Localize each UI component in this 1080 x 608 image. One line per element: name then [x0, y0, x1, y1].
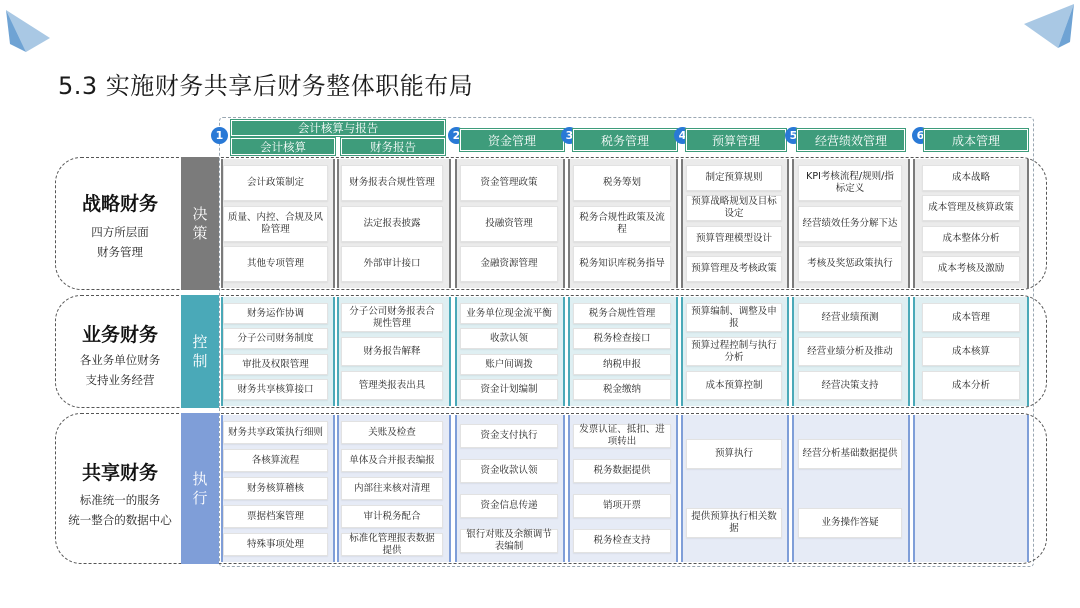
cell-strategy-funds-2: 金融资源管理 — [460, 246, 558, 282]
cell-shared-funds-2: 资金信息传递 — [460, 494, 558, 518]
cell-business-cost-0: 成本管理 — [922, 303, 1020, 332]
cell-strategy-budget-1: 预算战略规划及目标设定 — [686, 195, 782, 221]
cell-business-tax-1: 税务检查接口 — [573, 328, 671, 349]
cell-business-accounting-1: 分子公司财务制度 — [223, 328, 328, 349]
column-number-1: 1 — [211, 127, 228, 144]
cell-strategy-cost-2: 成本整体分析 — [922, 226, 1020, 252]
cell-strategy-cost-1: 成本管理及核算政策 — [922, 195, 1020, 221]
cell-shared-reporting-4: 标准化管理报表数据提供 — [341, 533, 443, 556]
row-subtitle-shared-2: 统一整合的数据中心 — [68, 513, 172, 527]
cell-shared-reporting-3: 审计税务配合 — [341, 505, 443, 528]
tag-execute: 执行 — [181, 413, 219, 564]
cell-shared-budget-0: 预算执行 — [686, 439, 782, 469]
cell-shared-reporting-2: 内部往来核对清理 — [341, 477, 443, 500]
cell-strategy-funds-0: 资金管理政策 — [460, 165, 558, 201]
cell-strategy-accounting-1: 质量、内控、合规及风险管理 — [223, 206, 328, 242]
row-subtitle-strategy-2: 财务管理 — [97, 245, 143, 259]
cell-business-accounting-0: 财务运作协调 — [223, 303, 328, 324]
cell-strategy-budget-3: 预算管理及考核政策 — [686, 256, 782, 282]
tag-control: 控制 — [181, 295, 219, 408]
cell-business-tax-3: 税金缴纳 — [573, 379, 671, 400]
cell-shared-accounting-2: 财务核算稽核 — [223, 477, 328, 500]
cell-business-performance-0: 经营业绩预测 — [798, 303, 902, 332]
row-title-strategy: 战略财务 — [81, 193, 158, 215]
column-number-4: 4 — [674, 127, 691, 144]
cell-strategy-performance-1: 经营绩效任务分解下达 — [798, 206, 902, 242]
cell-business-reporting-1: 财务报告解释 — [341, 337, 443, 366]
cell-shared-accounting-3: 票据档案管理 — [223, 505, 328, 528]
corner-decoration-left — [4, 8, 54, 54]
cell-shared-reporting-1: 单体及合并报表编报 — [341, 449, 443, 472]
cell-shared-tax-2: 销项开票 — [573, 494, 671, 518]
row-title-shared: 共享财务 — [81, 462, 158, 484]
cell-strategy-cost-3: 成本考核及激励 — [922, 256, 1020, 282]
column-number-6: 6 — [912, 127, 929, 144]
cell-business-cost-2: 成本分析 — [922, 371, 1020, 400]
column-bg-shared-cost — [913, 415, 1029, 562]
column-number-2: 2 — [448, 127, 465, 144]
cell-business-performance-1: 经营业绩分析及推动 — [798, 337, 902, 366]
cell-shared-performance-1: 业务操作答疑 — [798, 508, 902, 538]
cell-shared-funds-1: 资金收款认领 — [460, 459, 558, 483]
cell-strategy-tax-0: 税务筹划 — [573, 165, 671, 201]
cell-business-tax-2: 纳税申报 — [573, 354, 671, 375]
cell-shared-tax-0: 发票认证、抵扣、进项转出 — [573, 424, 671, 448]
corner-decoration-right — [1018, 2, 1076, 52]
column-number-3: 3 — [561, 127, 578, 144]
cell-shared-accounting-0: 财务共享政策执行细则 — [223, 421, 328, 444]
cell-shared-funds-0: 资金支付执行 — [460, 424, 558, 448]
cell-strategy-accounting-2: 其他专项管理 — [223, 246, 328, 282]
row-subtitle-strategy-1: 四方所层面 — [91, 225, 149, 239]
cell-strategy-cost-0: 成本战略 — [922, 165, 1020, 191]
header-accounting-reporting: 会计核算与报告 — [231, 120, 445, 136]
cell-shared-accounting-1: 各核算流程 — [223, 449, 328, 472]
cell-strategy-accounting-0: 会计政策制定 — [223, 165, 328, 201]
row-subtitle-shared-1: 标准统一的服务 — [79, 493, 161, 507]
cell-shared-budget-1: 提供预算执行相关数据 — [686, 508, 782, 538]
column-bg-shared-budget — [681, 415, 789, 562]
cell-business-cost-1: 成本核算 — [922, 337, 1020, 366]
cell-shared-performance-0: 经营分析基础数据提供 — [798, 439, 902, 469]
tag-decision: 决策 — [181, 157, 219, 290]
cell-business-budget-1: 预算过程控制与执行分析 — [686, 337, 782, 366]
header-reporting: 财务报告 — [341, 138, 445, 155]
cell-business-reporting-2: 管理类报表出具 — [341, 371, 443, 400]
cell-shared-tax-3: 税务检查支持 — [573, 529, 671, 553]
cell-strategy-performance-2: 考核及奖惩政策执行 — [798, 246, 902, 282]
row-subtitle-business-1: 各业务单位财务 — [79, 353, 161, 367]
cell-strategy-tax-1: 税务合规性政策及流程 — [573, 206, 671, 242]
cell-business-funds-1: 收款认领 — [460, 328, 558, 349]
cell-business-funds-3: 资金计划编制 — [460, 379, 558, 400]
cell-shared-accounting-4: 特殊事项处理 — [223, 533, 328, 556]
column-number-5: 5 — [785, 127, 802, 144]
cell-business-accounting-2: 审批及权限管理 — [223, 354, 328, 375]
cell-strategy-reporting-1: 法定报表披露 — [341, 206, 443, 242]
cell-shared-reporting-0: 关账及检查 — [341, 421, 443, 444]
cell-strategy-tax-2: 税务知识库税务指导 — [573, 246, 671, 282]
cell-strategy-funds-1: 投融资管理 — [460, 206, 558, 242]
cell-strategy-performance-0: KPI考核流程/规则/指标定义 — [798, 165, 902, 201]
header-cost: 成本管理 — [924, 129, 1028, 151]
cell-strategy-reporting-2: 外部审计接口 — [341, 246, 443, 282]
cell-shared-funds-3: 银行对账及余额调节表编制 — [460, 529, 558, 553]
page-title: 5.3 实施财务共享后财务整体职能布局 — [58, 72, 474, 100]
header-accounting: 会计核算 — [231, 138, 335, 155]
column-bg-shared-performance — [792, 415, 910, 562]
row-subtitle-business-2: 支持业务经营 — [85, 373, 155, 387]
cell-business-budget-2: 成本预算控制 — [686, 371, 782, 400]
cell-business-budget-0: 预算编制、调整及申报 — [686, 303, 782, 332]
header-performance: 经营绩效管理 — [797, 129, 905, 151]
header-funds: 资金管理 — [460, 129, 564, 151]
cell-business-accounting-3: 财务共享核算接口 — [223, 379, 328, 400]
cell-business-funds-2: 账户间调拨 — [460, 354, 558, 375]
header-tax: 税务管理 — [573, 129, 677, 151]
cell-strategy-budget-0: 制定预算规则 — [686, 165, 782, 191]
cell-strategy-budget-2: 预算管理模型设计 — [686, 226, 782, 252]
cell-business-tax-0: 税务合规性管理 — [573, 303, 671, 324]
cell-business-performance-2: 经营决策支持 — [798, 371, 902, 400]
header-budget: 预算管理 — [686, 129, 786, 151]
cell-business-reporting-0: 分子公司财务报表合规性管理 — [341, 303, 443, 332]
row-title-business: 业务财务 — [81, 324, 158, 346]
cell-strategy-reporting-0: 财务报表合规性管理 — [341, 165, 443, 201]
cell-shared-tax-1: 税务数据提供 — [573, 459, 671, 483]
cell-business-funds-0: 业务单位现金流平衡 — [460, 303, 558, 324]
